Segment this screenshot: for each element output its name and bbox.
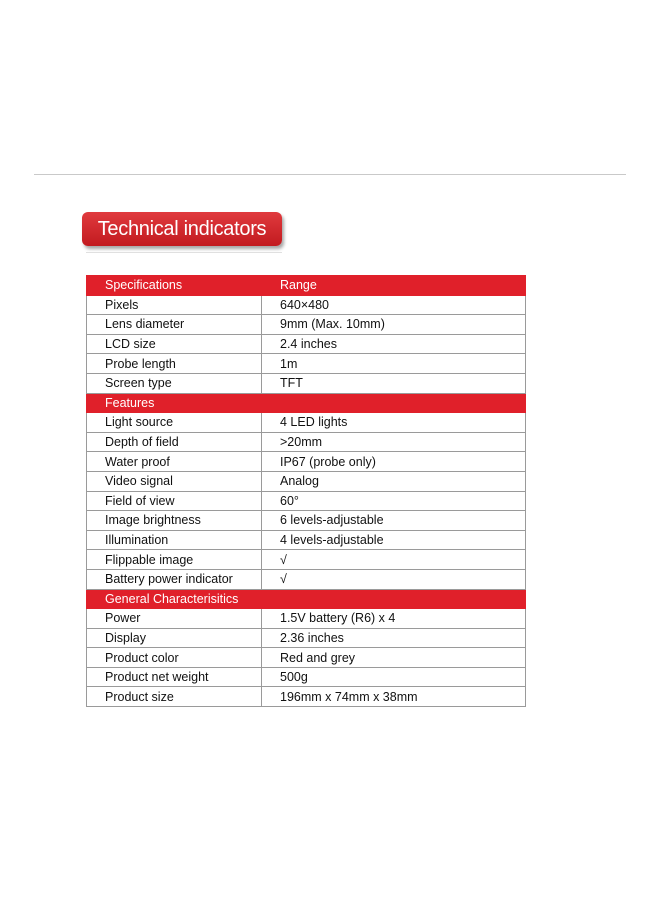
table-row bbox=[87, 648, 526, 668]
table-row bbox=[87, 530, 526, 550]
table-row bbox=[87, 471, 526, 491]
spec-value: 1m bbox=[262, 354, 526, 374]
table-row bbox=[87, 667, 526, 687]
spec-label: LCD size bbox=[87, 334, 262, 354]
table-row bbox=[87, 609, 526, 629]
table-row bbox=[87, 354, 526, 374]
section-title-badge: Technical indicators bbox=[82, 212, 282, 246]
table-row bbox=[87, 511, 526, 531]
spec-value: 4 LED lights bbox=[262, 413, 526, 433]
header-cell: Specifications bbox=[87, 276, 262, 296]
spec-value: TFT bbox=[262, 373, 526, 393]
table-row bbox=[87, 334, 526, 354]
header-cell: Range bbox=[262, 276, 526, 296]
spec-label: Video signal bbox=[87, 471, 262, 491]
spec-value: √ bbox=[262, 550, 526, 570]
section-header-general bbox=[87, 589, 526, 609]
spec-label: Light source bbox=[87, 413, 262, 433]
spec-label: Probe length bbox=[87, 354, 262, 374]
spec-value: 196mm x 74mm x 38mm bbox=[262, 687, 526, 707]
spec-label: Product size bbox=[87, 687, 262, 707]
spec-label: Power bbox=[87, 609, 262, 629]
table-row bbox=[87, 315, 526, 335]
header-cell: General Characterisitics bbox=[87, 589, 262, 609]
spec-value: 640×480 bbox=[262, 295, 526, 315]
spec-value: Analog bbox=[262, 471, 526, 491]
section-header-specifications bbox=[87, 276, 526, 296]
spec-value: 60° bbox=[262, 491, 526, 511]
header-cell bbox=[262, 589, 526, 609]
spec-table bbox=[86, 275, 526, 707]
spec-value: 9mm (Max. 10mm) bbox=[262, 315, 526, 335]
spec-value: 1.5V battery (R6) x 4 bbox=[262, 609, 526, 629]
spec-label: Product net weight bbox=[87, 667, 262, 687]
spec-label: Depth of field bbox=[87, 432, 262, 452]
spec-value: 4 levels-adjustable bbox=[262, 530, 526, 550]
spec-label: Battery power indicator bbox=[87, 569, 262, 589]
spec-label: Product color bbox=[87, 648, 262, 668]
table-row bbox=[87, 432, 526, 452]
spec-label: Illumination bbox=[87, 530, 262, 550]
spec-value: 2.4 inches bbox=[262, 334, 526, 354]
spec-label: Water proof bbox=[87, 452, 262, 472]
spec-value: Red and grey bbox=[262, 648, 526, 668]
table-row bbox=[87, 550, 526, 570]
title-underline bbox=[86, 252, 282, 253]
table-row bbox=[87, 569, 526, 589]
table-row bbox=[87, 628, 526, 648]
spec-label: Image brightness bbox=[87, 511, 262, 531]
spec-label: Pixels bbox=[87, 295, 262, 315]
table-row bbox=[87, 373, 526, 393]
header-cell: Features bbox=[87, 393, 262, 413]
spec-label: Field of view bbox=[87, 491, 262, 511]
table-row bbox=[87, 491, 526, 511]
header-cell bbox=[262, 393, 526, 413]
spec-value: 6 levels-adjustable bbox=[262, 511, 526, 531]
spec-label: Screen type bbox=[87, 373, 262, 393]
table-row bbox=[87, 413, 526, 433]
spec-value: 2.36 inches bbox=[262, 628, 526, 648]
table-row bbox=[87, 452, 526, 472]
spec-value: >20mm bbox=[262, 432, 526, 452]
table-row bbox=[87, 687, 526, 707]
spec-label: Flippable image bbox=[87, 550, 262, 570]
top-divider bbox=[34, 174, 626, 175]
section-header-features bbox=[87, 393, 526, 413]
spec-label: Lens diameter bbox=[87, 315, 262, 335]
spec-value: √ bbox=[262, 569, 526, 589]
spec-value: IP67 (probe only) bbox=[262, 452, 526, 472]
spec-label: Display bbox=[87, 628, 262, 648]
table-row bbox=[87, 295, 526, 315]
spec-value: 500g bbox=[262, 667, 526, 687]
